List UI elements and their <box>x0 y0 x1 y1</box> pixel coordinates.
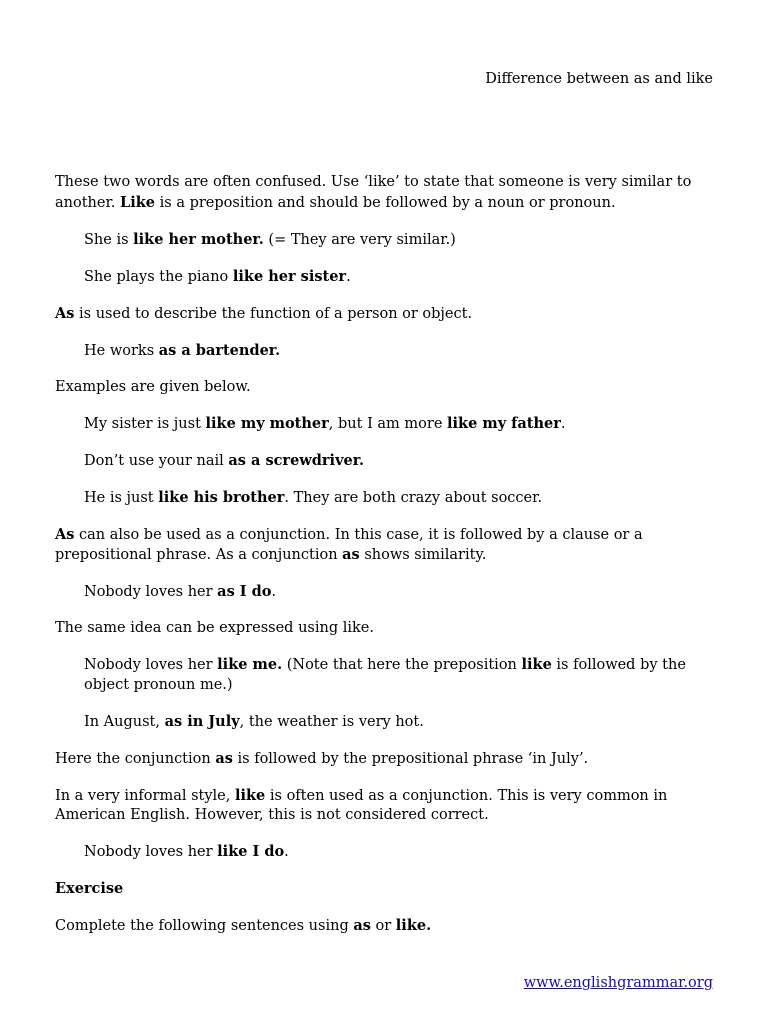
page-footer <box>524 974 713 992</box>
example-sentence: My sister is just like my mother, but I am more like my father. <box>84 414 566 432</box>
example-sentence: Don’t use your nail as a screwdriver. <box>84 451 365 469</box>
page-header-title: Difference between as and like <box>485 71 713 87</box>
example-sentence: She is like her mother. (= They are very similar.) <box>84 230 456 248</box>
exercise-heading: Exercise <box>55 880 124 897</box>
example-sentence: In August, as in July, the weather is very hot. <box>84 712 424 730</box>
document-body <box>55 173 715 937</box>
example-sentence: Nobody loves her like I do. <box>84 843 289 860</box>
example-sentence: Nobody loves her as I do. <box>84 583 277 600</box>
explanation-paragraph: The same idea can be expressed using like. <box>55 620 374 636</box>
example-sentence: He is just like his brother. They are both crazy about soccer. <box>84 488 543 506</box>
exercise-instructions: Complete the following sentences using as or like. <box>55 917 432 934</box>
explanation-paragraph: As can also be used as a conjunction. In this case, it is followed by a clause or a prepositional phrase. As a conjunction as shows similarity. <box>55 525 643 563</box>
explanation-paragraph: Examples are given below. <box>55 378 251 395</box>
explanation-paragraph: In a very informal style, like is often used as a conjunction. This is very common in American English. However, this is not considered correct. <box>55 786 668 823</box>
website-link[interactable]: www.englishgrammar.org <box>523 975 713 991</box>
example-sentence: He works as a bartender. <box>84 341 281 359</box>
example-sentence: She plays the piano like her sister. <box>84 267 351 285</box>
example-sentence: Nobody loves her like me. (Note that here the preposition like is followed by the object pronoun me.) <box>84 656 686 693</box>
intro-paragraph: These two words are often confused. Use ‘like’ to state that someone is very similar to another. Like is a preposition and should be followed by a noun or pronoun. <box>55 174 692 211</box>
explanation-paragraph: Here the conjunction as is followed by the prepositional phrase ‘in July’. <box>55 749 589 767</box>
explanation-paragraph: As is used to describe the function of a person or object. <box>55 304 473 322</box>
